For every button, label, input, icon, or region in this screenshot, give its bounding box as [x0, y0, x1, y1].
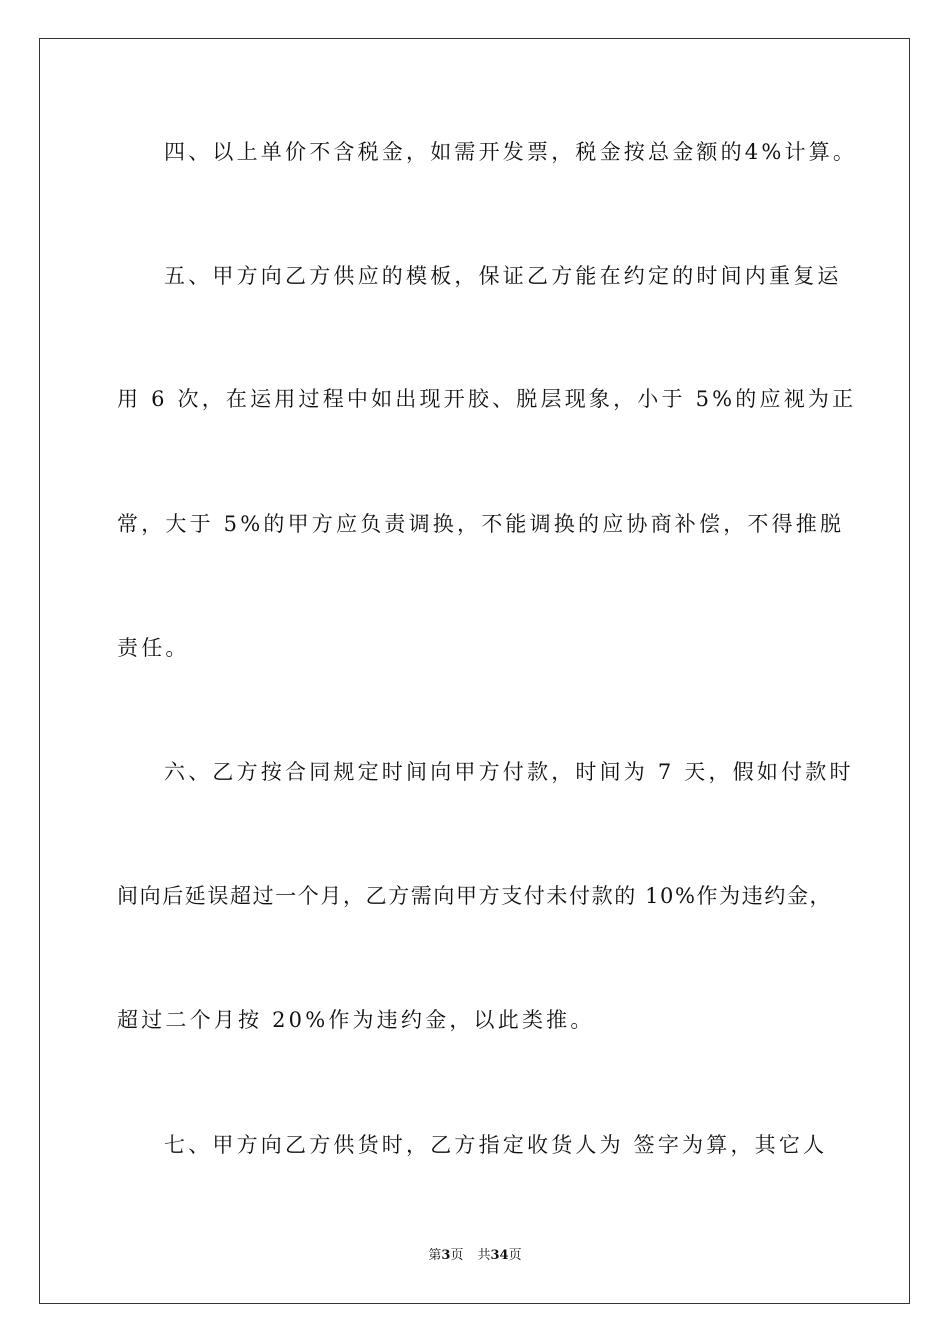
footer-page-suffix: 页: [450, 1248, 464, 1263]
paragraph-line-5: 责任。: [117, 636, 190, 660]
footer-total-pages: 34: [490, 1248, 509, 1263]
paragraph-line-2: 五、甲方向乙方供应的模板，保证乙方能在约定的时间内重复运: [164, 264, 842, 288]
paragraph-line-9: 七、甲方向乙方供货时，乙方指定收货人为 签字为算，其它人: [164, 1133, 828, 1157]
paragraph-line-8: 超过二个月按 20%作为违约金，以此类推。: [117, 1008, 595, 1032]
paragraph-line-3: 用 6 次，在运用过程中如出现开胶、脱层现象，小于 5%的应视为正: [117, 387, 857, 411]
footer-page-number: 3: [441, 1248, 451, 1263]
footer-total-suffix: 页: [508, 1248, 522, 1263]
footer-page-prefix: 第: [428, 1248, 442, 1263]
paragraph-line-6: 六、乙方按合同规定时间向甲方付款，时间为 7 天，假如付款时: [164, 760, 854, 784]
footer-total-prefix: 共: [477, 1248, 491, 1263]
page-border: [39, 38, 910, 1304]
paragraph-line-1: 四、以上单价不含税金，如需开发票，税金按总金额的4%计算。: [164, 140, 858, 164]
paragraph-line-7: 间向后延误超过一个月，乙方需向甲方支付未付款的 10%作为违约金，: [117, 884, 833, 908]
paragraph-line-4: 常，大于 5%的甲方应负责调换，不能调换的应协商补偿，不得推脱: [117, 512, 845, 536]
page-footer: [0, 1246, 950, 1266]
